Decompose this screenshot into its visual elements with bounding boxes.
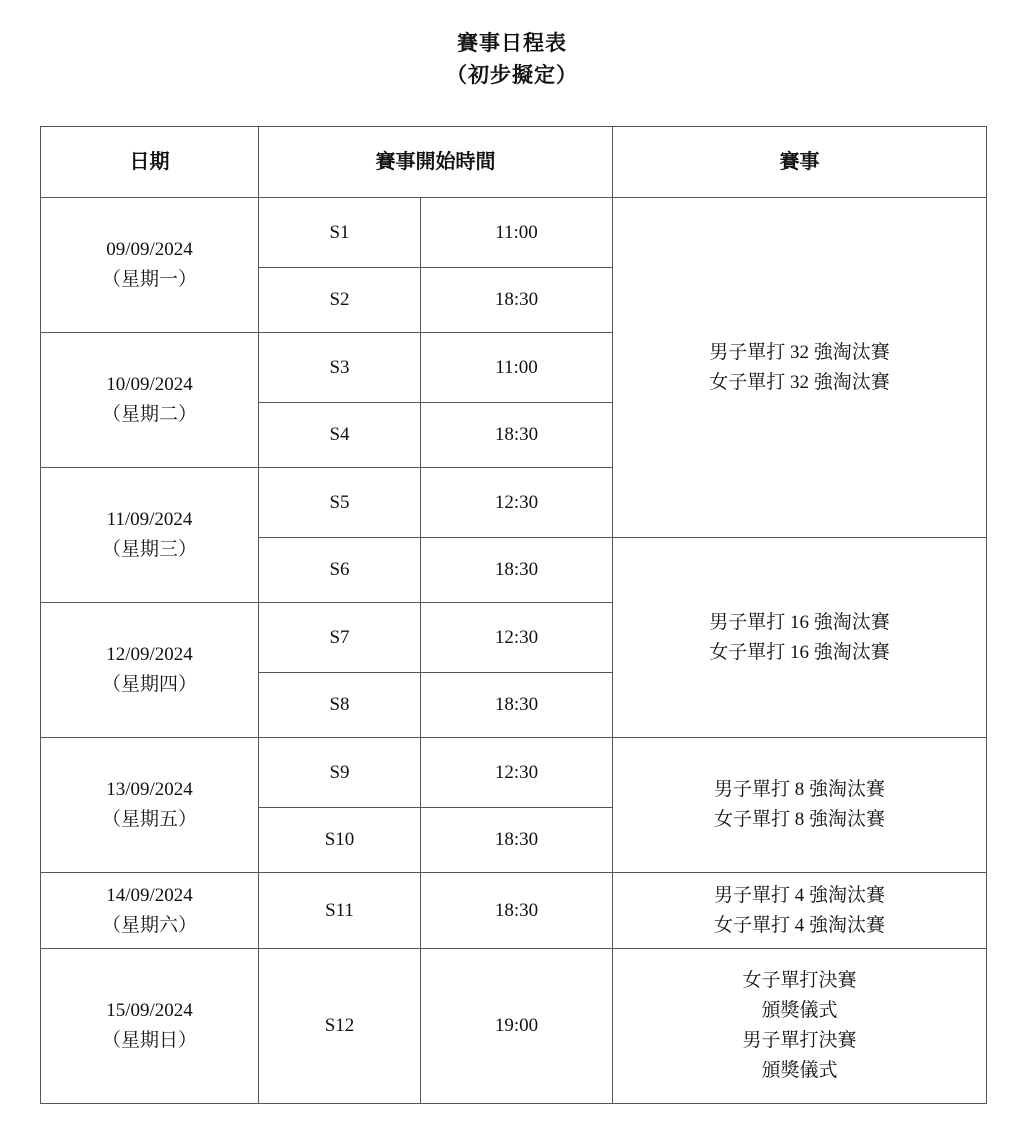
time-cell: 12:30 [421,468,613,538]
event-line: 男子單打 8 強淘汰賽 [713,779,885,800]
time-cell: 18:30 [421,673,613,738]
session-cell: S10 [259,808,421,873]
session-cell: S11 [259,873,421,949]
date-cell [41,333,259,468]
date-text: 13/09/2024 [106,779,193,800]
event-cell [613,198,987,538]
event-line: 女子單打 4 強淘汰賽 [713,914,885,936]
event-cell [613,538,987,738]
event-line: 男子單打 32 強淘汰賽 [709,341,890,363]
time-cell: 19:00 [421,949,613,1104]
session-cell: S9 [259,738,421,808]
date-text: 14/09/2024 [106,884,193,906]
table-row [41,198,987,268]
session-cell: S4 [259,403,421,468]
date-cell [41,198,259,333]
session-cell: S3 [259,333,421,403]
event-cell [613,949,987,1104]
table-row [41,949,987,1104]
event-line: 女子單打 16 強淘汰賽 [709,641,890,663]
date-text: 10/09/2024 [106,374,193,395]
header-event: 賽事 [613,127,987,198]
session-cell: S1 [259,198,421,268]
event-line: 女子單打決賽 [742,970,857,991]
session-cell: S7 [259,603,421,673]
date-cell [41,738,259,873]
weekday-text: （星期一） [101,269,197,290]
date-text: 15/09/2024 [106,1000,193,1021]
time-cell: 12:30 [421,603,613,673]
session-cell: S8 [259,673,421,738]
date-text: 12/09/2024 [106,644,193,665]
event-line: 男子單打 4 強淘汰賽 [713,884,885,906]
time-cell: 18:30 [421,538,613,603]
time-cell: 18:30 [421,268,613,333]
weekday-text: （星期日） [101,1030,197,1051]
time-cell: 18:30 [421,808,613,873]
time-cell: 11:00 [421,198,613,268]
weekday-text: （星期二） [101,404,197,425]
table-row [41,738,987,808]
session-cell: S6 [259,538,421,603]
event-line: 男子單打決賽 [742,1030,857,1051]
session-cell: S12 [259,949,421,1104]
time-cell: 12:30 [421,738,613,808]
header-start-time: 賽事開始時間 [259,127,613,198]
date-cell [41,873,259,949]
session-cell: S2 [259,268,421,333]
event-line: 女子單打 32 強淘汰賽 [709,371,890,393]
event-cell [613,738,987,873]
event-line: 女子單打 8 強淘汰賽 [713,809,885,830]
session-cell: S5 [259,468,421,538]
date-text: 09/09/2024 [106,239,193,260]
time-cell: 18:30 [421,873,613,949]
event-cell [613,873,987,949]
title-block [0,26,1024,90]
header-date: 日期 [41,127,259,198]
page-title: 賽事日程表 [457,31,567,55]
schedule-table [40,126,987,1104]
weekday-text: （星期六） [101,914,197,936]
time-cell: 11:00 [421,333,613,403]
table-row [41,873,987,949]
time-cell: 18:30 [421,403,613,468]
date-cell [41,603,259,738]
event-line: 男子單打 16 強淘汰賽 [709,611,890,633]
event-line: 頒獎儀式 [761,1060,838,1081]
event-line: 頒獎儀式 [761,1000,838,1021]
weekday-text: （星期五） [101,809,197,830]
page-subtitle: （初步擬定） [446,63,578,87]
weekday-text: （星期三） [101,539,197,560]
weekday-text: （星期四） [101,674,197,695]
date-text: 11/09/2024 [106,509,193,530]
date-cell [41,949,259,1104]
date-cell [41,468,259,603]
table-header-row [41,127,987,198]
